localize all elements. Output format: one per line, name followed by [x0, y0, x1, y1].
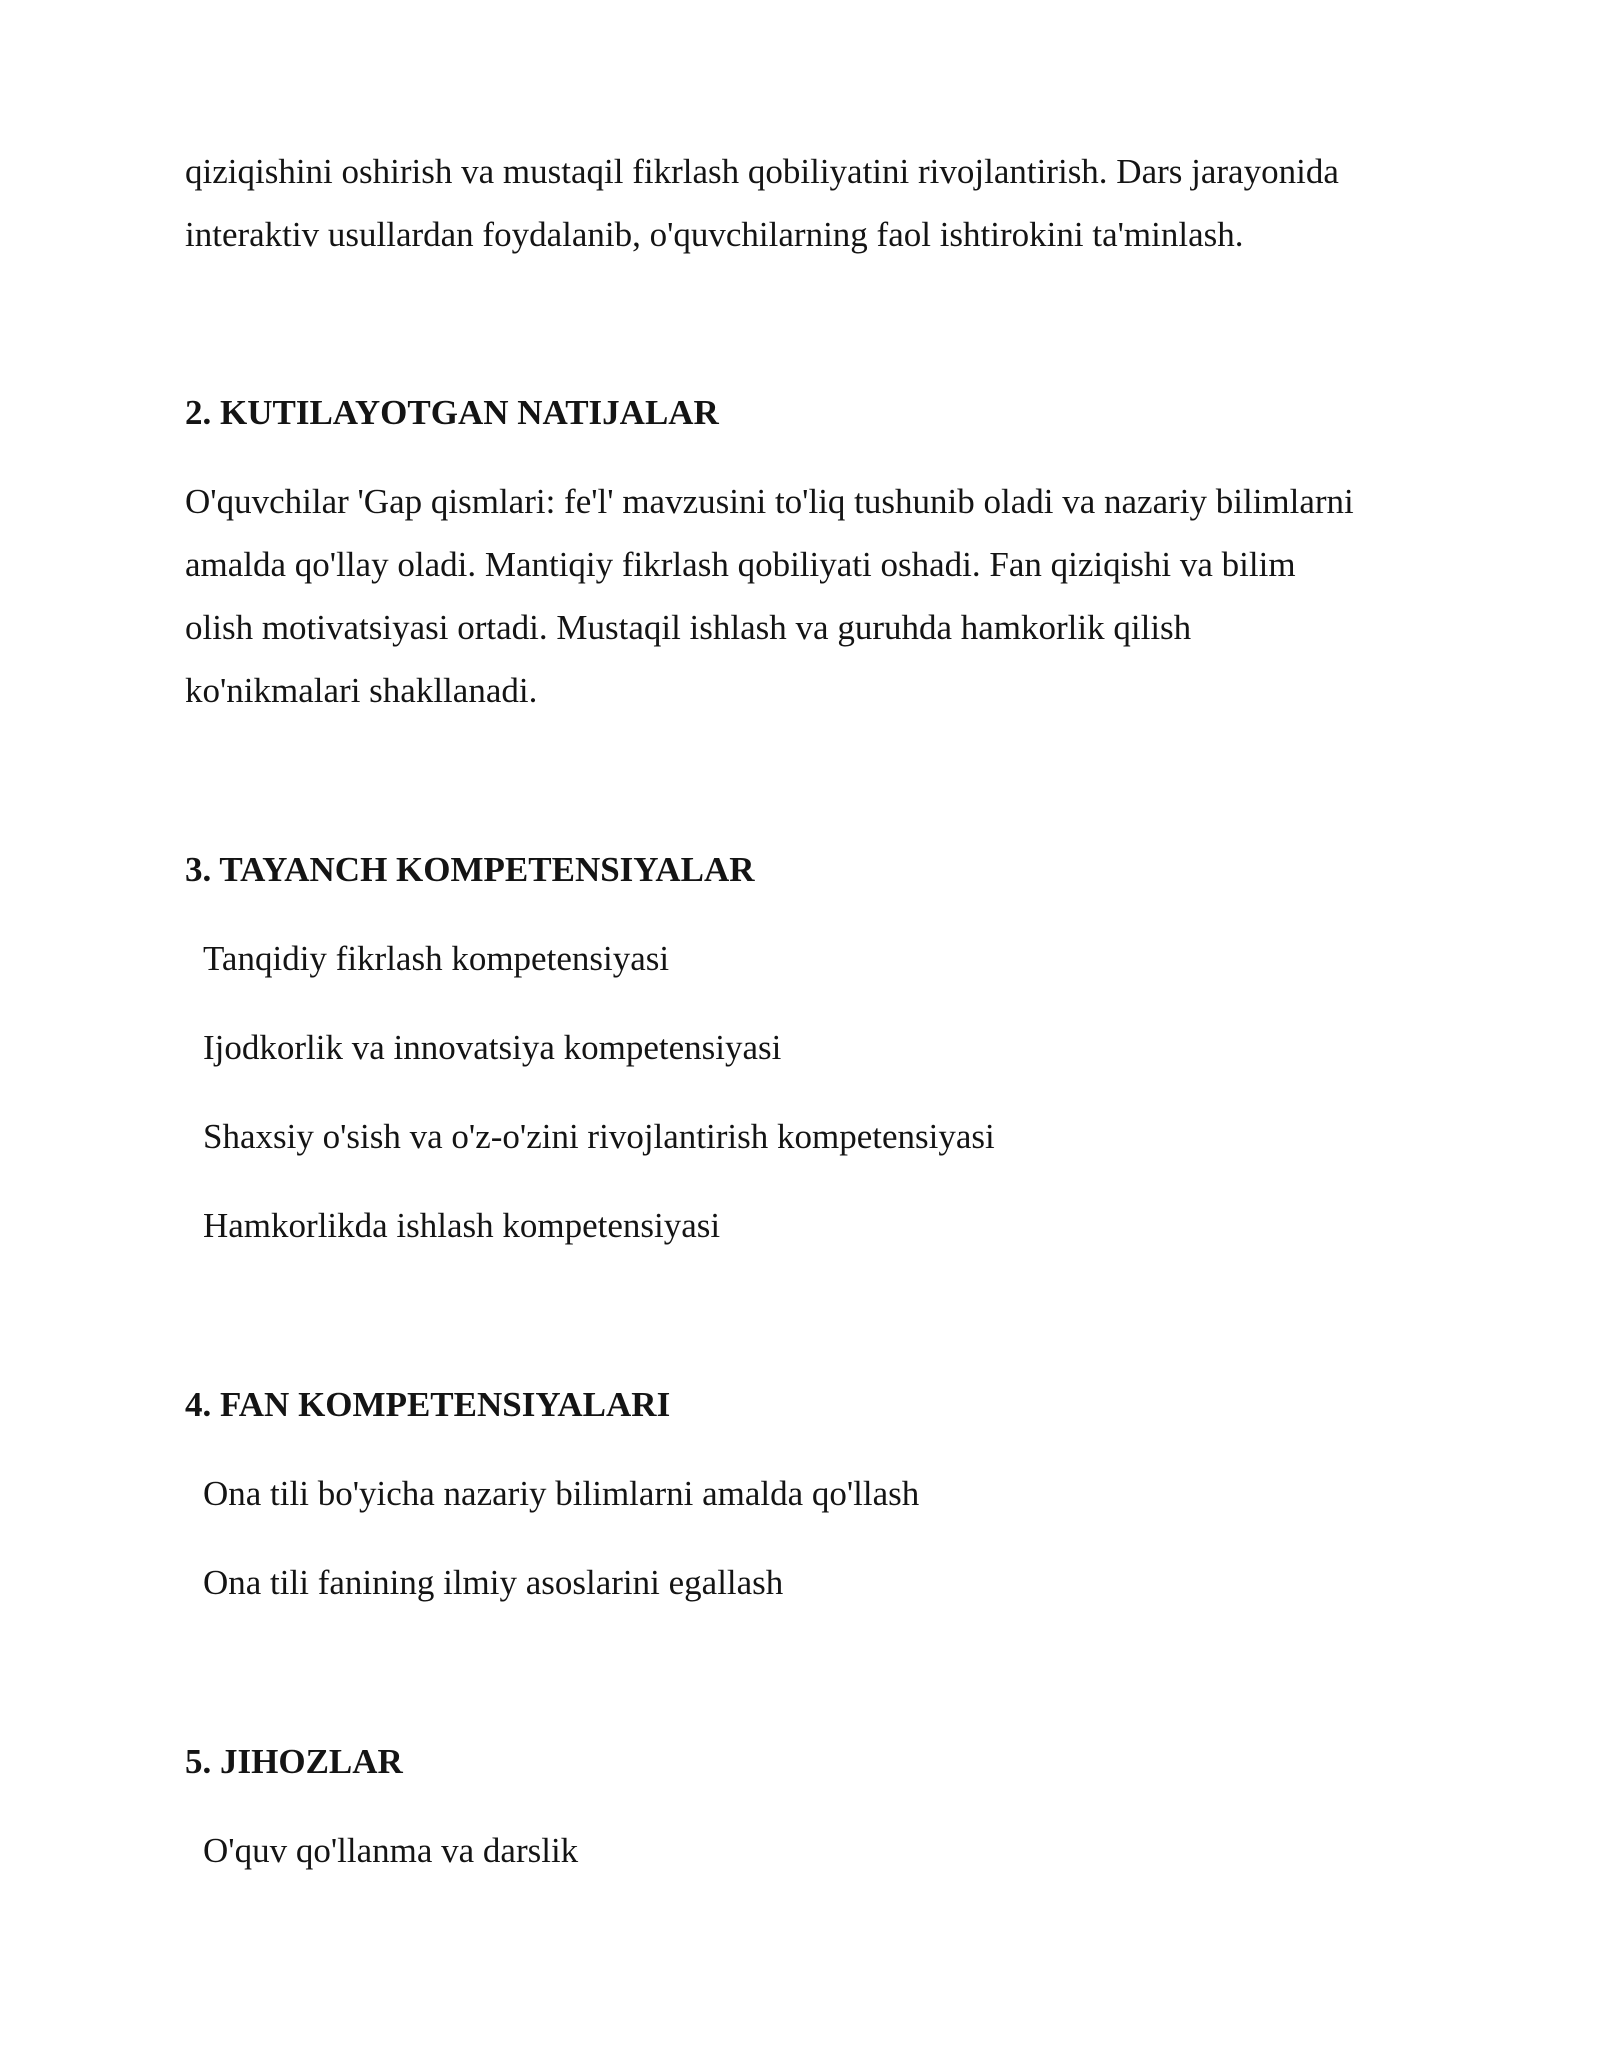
paragraph-line: amalda qo'llay oladi. Mantiqiy fikrlash qobiliyati oshadi. Fan qiziqishi va bilim: [185, 545, 1296, 584]
list-item: O'quv qo'llanma va darslik: [203, 1831, 579, 1870]
paragraph-line: ko'nikmalari shakllanadi.: [185, 671, 538, 710]
section-heading-expected-results: 2. KUTILAYOTGAN NATIJALAR: [185, 393, 719, 432]
list-item: Ona tili bo'yicha nazariy bilimlarni amalda qo'llash: [203, 1474, 920, 1513]
list-item: Ona tili fanining ilmiy asoslarini egallash: [203, 1563, 784, 1602]
section-heading-core-competencies: 3. TAYANCH KOMPETENSIYALAR: [185, 850, 755, 889]
paragraph-line: olish motivatsiyasi ortadi. Mustaqil ishlash va guruhda hamkorlik qilish: [185, 608, 1192, 647]
section-heading-equipment: 5. JIHOZLAR: [185, 1742, 403, 1781]
paragraph-line: O'quvchilar 'Gap qismlari: fe'l' mavzusini to'liq tushunib oladi va nazariy bilimlarni: [185, 482, 1354, 521]
list-item: Hamkorlikda ishlash kompetensiyasi: [203, 1206, 721, 1245]
intro-line: interaktiv usullardan foydalanib, o'quvchilarning faol ishtirokini ta'minlash.: [185, 215, 1244, 254]
section-heading-subject-competencies: 4. FAN KOMPETENSIYALARI: [185, 1385, 671, 1424]
intro-line: qiziqishini oshirish va mustaqil fikrlash qobiliyatini rivojlantirish. Dars jarayonida: [185, 152, 1339, 191]
list-item: Ijodkorlik va innovatsiya kompetensiyasi: [203, 1028, 782, 1067]
list-item: Tanqidiy fikrlash kompetensiyasi: [203, 939, 670, 978]
list-item: Shaxsiy o'sish va o'z-o'zini rivojlantirish kompetensiyasi: [203, 1117, 995, 1156]
